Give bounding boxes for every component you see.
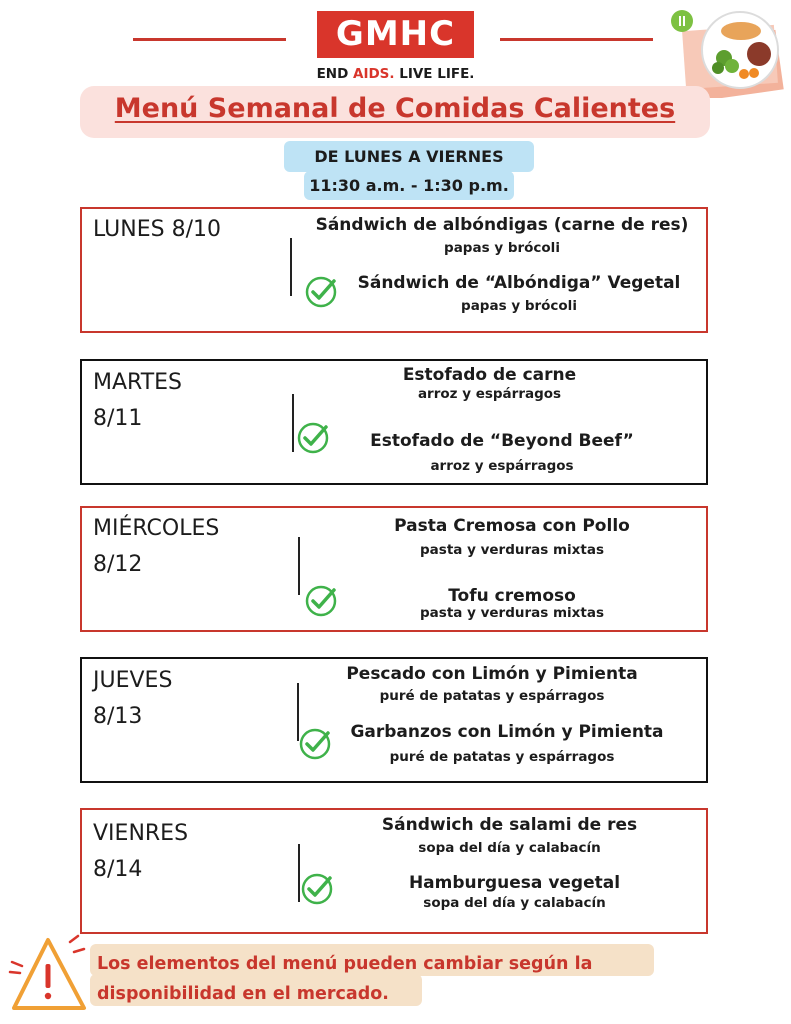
divider	[298, 537, 300, 595]
availability-notice: Los elementos del menú pueden cambiar según la disponibilidad en el mercado.	[97, 954, 593, 1004]
veg-side: pasta y verduras mixtas	[420, 605, 604, 621]
schedule-days: DE LUNES A VIERNES	[284, 141, 534, 172]
veg-dish: Estofado de “Beyond Beef”	[370, 431, 634, 451]
veg-side: sopa del día y calabacín	[423, 895, 606, 911]
main-dish: Pescado con Limón y Pimienta	[346, 664, 638, 684]
day-name: LUNES 8/10	[93, 217, 221, 242]
day-name: JUEVES	[93, 668, 173, 693]
check-leaf-icon	[304, 275, 338, 309]
header-rule-right	[500, 38, 653, 41]
gmhc-logo: GMHC	[317, 11, 474, 58]
day-card-tuesday	[80, 359, 708, 485]
day-name: MIÉRCOLES	[93, 516, 220, 541]
check-leaf-icon	[298, 727, 332, 761]
main-side: pasta y verduras mixtas	[420, 542, 604, 558]
veg-dish: Garbanzos con Limón y Pimienta	[350, 722, 664, 742]
main-side: papas y brócoli	[444, 240, 560, 256]
page-title: Menú Semanal de Comidas Calientes	[114, 93, 676, 124]
day-card-monday	[80, 207, 708, 333]
main-dish: Estofado de carne	[402, 365, 577, 385]
header-rule-left	[133, 38, 286, 41]
day-date: 8/11	[93, 406, 143, 431]
day-name: MARTES	[93, 370, 183, 395]
day-card-friday	[80, 808, 708, 934]
main-dish: Pasta Cremosa con Pollo	[394, 516, 630, 536]
main-side: sopa del día y calabacín	[418, 840, 601, 856]
veg-side: arroz y espárragos	[430, 458, 574, 474]
day-card-wednesday	[80, 506, 708, 632]
schedule-badge	[284, 141, 534, 199]
day-card-thursday	[80, 657, 708, 783]
day-date: 8/13	[93, 704, 143, 729]
divider	[290, 238, 292, 296]
veg-dish: Sándwich de “Albóndiga” Vegetal	[357, 273, 681, 293]
main-dish: Sándwich de salami de res	[381, 815, 638, 835]
veg-dish: Hamburguesa vegetal	[408, 873, 621, 893]
day-date: 8/14	[93, 857, 143, 882]
main-dish: Sándwich de albóndigas (carne de res)	[315, 215, 689, 235]
veg-side: puré de patatas y espárragos	[389, 749, 615, 765]
day-name: VIENRES	[93, 821, 189, 846]
check-leaf-icon	[304, 584, 338, 618]
divider	[292, 394, 294, 452]
schedule-hours: 11:30 a.m. - 1:30 p.m.	[304, 171, 514, 200]
veg-side: papas y brócoli	[461, 298, 577, 314]
veg-dish: Tofu cremoso	[448, 586, 576, 606]
day-date: 8/12	[93, 552, 143, 577]
main-side: puré de patatas y espárragos	[379, 688, 605, 704]
warning-icon	[8, 932, 92, 1018]
main-side: arroz y espárragos	[417, 386, 562, 402]
tagline: END AIDS. LIVE LIFE.	[316, 66, 475, 82]
food-plate-icon	[664, 6, 784, 98]
check-leaf-icon	[300, 872, 334, 906]
check-leaf-icon	[296, 421, 330, 455]
